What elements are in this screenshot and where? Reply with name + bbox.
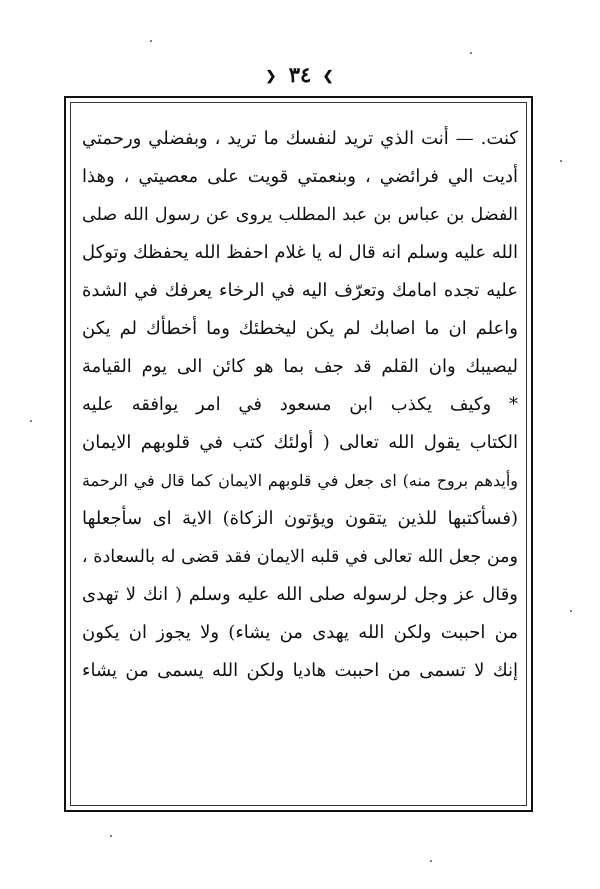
text-line: الفضل بن عباس بن عبد المطلب يروى عن رسول الله صلى: [82, 205, 518, 225]
body-text: [82, 120, 518, 690]
text-line: من احببت ولكن الله يهدى من يشاء) ولا يجوز ان يكون: [82, 622, 518, 643]
page-number-text: ٣٤: [288, 62, 312, 87]
page-number: [0, 62, 600, 87]
ornament-right-icon: ❯: [322, 69, 335, 84]
ornament-left-icon: ❮: [265, 69, 278, 84]
text-line: ليصيبك وان القلم قد جف بما هو كائن الى يوم القيامة: [82, 356, 518, 377]
text-line: كنت. — أنت الذي تريد لنفسك ما تريد ، وبفضلي ورحمتي: [82, 128, 518, 149]
text-line: (فسأكتبها للذين يتقون ويؤتون الزكاة) الاية اى سأجعلها: [82, 508, 518, 529]
text-line: إنك لا تسمى من احببت هاديا ولكن الله يسمى من يشاء: [82, 660, 518, 681]
text-line: الله عليه وسلم انه قال له يا غلام احفظ الله يحفظك وتوكل: [82, 242, 518, 263]
text-line: واعلم ان ما اصابك لم يكن ليخطئك وما أخطأك لم يكن: [82, 318, 518, 339]
text-line: أديت الي فرائضي ، وبنعمتي قويت على معصيتي ، وهذا: [82, 166, 518, 187]
text-line: ومن جعل الله تعالى في قلبه الايمان فقد قضى له بالسعادة ،: [82, 547, 518, 567]
text-line: الكتاب يقول الله تعالى ( أولئك كتب في قلوبهم الايمان: [82, 432, 518, 453]
text-line: وأيدهم بروح منه) اى جعل في قلوبهم الايمان كما قال في الرحمة: [82, 471, 518, 490]
text-line: عليه تجده امامك وتعرّف اليه في الرخاء يعرفك في الشدة: [82, 280, 518, 301]
text-line: * وكيف يكذب ابن مسعود في امر يوافقه عليه: [82, 394, 518, 415]
text-line: وقال عز وجل لرسوله صلى الله عليه وسلم ( انك لا تهدى: [82, 584, 518, 605]
